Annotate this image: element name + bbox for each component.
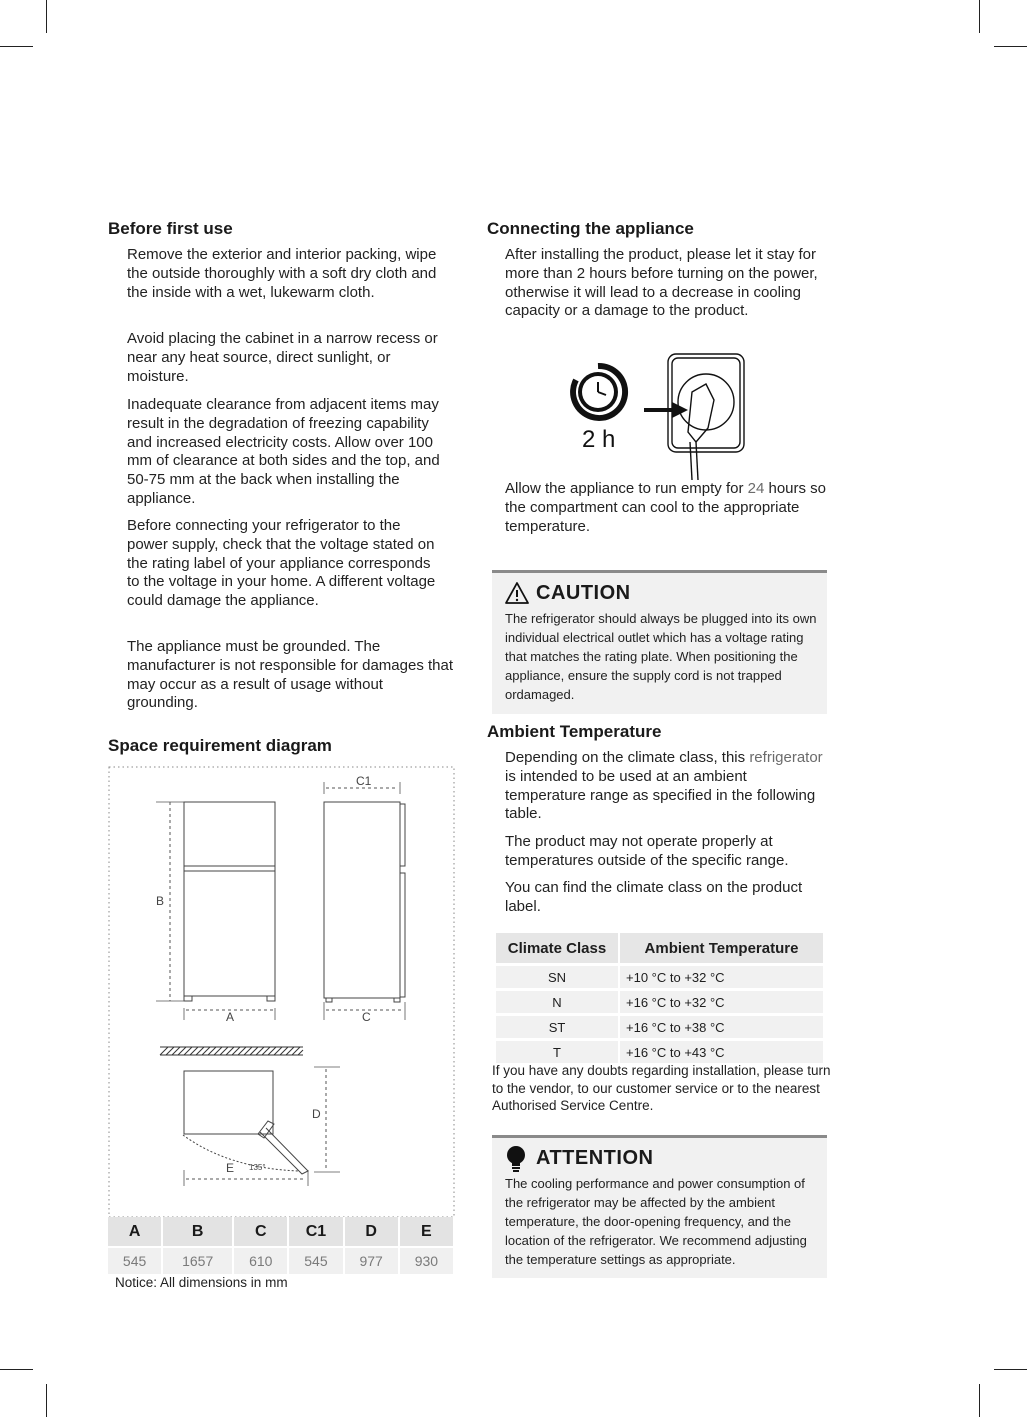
climate-class-cell: SN (496, 966, 618, 988)
attention-title: ATTENTION (536, 1147, 654, 1169)
paragraph: Avoid placing the cabinet in a narrow recess or near any heat source, direct sunlight, or moisture. (127, 330, 438, 385)
power-outlet-icon (668, 354, 744, 480)
installation-doubts-text: If you have any doubts regarding installation, please turn to the vendor, to our customer service or to the nearest Authorised Service Centre. (492, 1063, 831, 1113)
run-empty-hours: 24 (747, 480, 765, 497)
climate-header: Ambient Temperature (620, 933, 823, 963)
ambient-p1-before: Depending on the climate class, this (505, 749, 750, 766)
lightbulb-icon (505, 1146, 527, 1172)
temperature-range-cell: +16 °C to +32 °C (620, 991, 823, 1013)
dim-label-c: C (362, 1010, 371, 1024)
crop-mark (0, 1369, 33, 1370)
dim-header: C1 (289, 1217, 344, 1246)
crop-mark (979, 0, 980, 33)
fridge-front-view (184, 802, 275, 1001)
dim-label-c1: C1 (356, 774, 372, 788)
ambient-p1-after: is intended to be used at an ambient temperature range as specified in the following table. (505, 767, 816, 823)
climate-class-table (494, 930, 825, 1066)
before-first-use-heading: Before first use (108, 219, 233, 238)
ambient-p1-highlight: refrigerator (749, 749, 823, 766)
dim-label-e: E (226, 1161, 235, 1175)
space-requirement-diagram (108, 766, 456, 1218)
door-angle-label: 135° (249, 1163, 266, 1172)
warning-icon (504, 581, 530, 605)
wall-hatch (160, 1047, 303, 1055)
run-empty-text (505, 480, 827, 536)
ambient-paragraph-3: You can find the climate class on the product label. (505, 879, 803, 915)
ambient-heading: Ambient Temperature (487, 722, 662, 741)
dim-value: 930 (400, 1246, 455, 1274)
run-empty-before: Allow the appliance to run empty for (505, 480, 748, 497)
dim-value: 610 (234, 1246, 289, 1274)
dim-header: A (108, 1217, 163, 1246)
climate-class-cell: N (496, 991, 618, 1013)
dim-header: E (400, 1217, 455, 1246)
paragraph: Remove the exterior and interior packing, wipe the outside thoroughly with a soft dry cloth and the inside with a wet, lukewarm cloth. (127, 246, 437, 301)
wait-illustration (568, 352, 748, 482)
wait-label: 2 h (582, 426, 616, 453)
dim-label-d: D (312, 1107, 321, 1121)
dim-value: 977 (345, 1246, 400, 1274)
dim-header: B (163, 1217, 234, 1246)
crop-mark (994, 1369, 1027, 1370)
fridge-side-view (324, 802, 405, 1002)
clock-icon (573, 366, 625, 418)
paragraph: After installing the product, please let it stay for more than 2 hours before turning on the power, otherwise it will lead to a decrease in cooling capacity or a damage to the product. (505, 246, 818, 320)
crop-mark (46, 0, 47, 33)
fridge-top-view (183, 1071, 308, 1174)
paragraph: Before connecting your refrigerator to the power supply, check that the voltage stated on the rating label of your appliance corresponds to the voltage in your home. A different voltage could damage the appliance. (127, 517, 436, 610)
dim-value: 1657 (163, 1246, 234, 1274)
temperature-range-cell: +16 °C to +43 °C (620, 1041, 823, 1063)
paragraph: Inadequate clearance from adjacent items may result in the degradation of freezing capability and increased electricity costs. Allow over 100 mm of clearance at both sides and the top, and 50-75 mm at the back when installing the appliance. (127, 396, 440, 507)
space-diagram-heading: Space requirement diagram (108, 736, 332, 755)
connecting-heading: Connecting the appliance (487, 219, 694, 238)
paragraph: The appliance must be grounded. The manufacturer is not responsible for damages that may occur as a result of usage without grounding. (127, 638, 454, 712)
crop-mark (0, 46, 33, 47)
ambient-paragraph-1 (505, 749, 823, 824)
dim-header: C (234, 1217, 289, 1246)
dim-value: 545 (289, 1246, 344, 1274)
climate-header: Climate Class (496, 933, 618, 963)
caution-text: The refrigerator should always be plugged into its own individual electrical outlet which has a voltage rating that matches the rating plate. When positioning the appliance, ensure the supply cord is not trapped ordamaged. (505, 611, 817, 702)
dimensions-table (108, 1217, 455, 1274)
dim-header: D (345, 1217, 400, 1246)
dimensions-notice: Notice: All dimensions in mm (115, 1275, 288, 1290)
crop-mark (46, 1384, 47, 1417)
climate-class-cell: T (496, 1041, 618, 1063)
run-empty-after: hours so the compartment can cool to the appropriate temperature. (505, 480, 827, 535)
caution-title: CAUTION (536, 582, 631, 604)
ambient-paragraph-2: The product may not operate properly at temperatures outside of the specific range. (505, 833, 789, 869)
dim-label-b: B (156, 894, 165, 908)
attention-text: The cooling performance and power consumption of the refrigerator may be affected by the ambient temperature, the door-opening frequency, and the location of the refrigerator. We recommend adjusting the temperature settings as appropriate. (505, 1176, 807, 1267)
crop-mark (979, 1384, 980, 1417)
climate-class-cell: ST (496, 1016, 618, 1038)
temperature-range-cell: +10 °C to +32 °C (620, 966, 823, 988)
dim-value: 545 (108, 1246, 163, 1274)
temperature-range-cell: +16 °C to +38 °C (620, 1016, 823, 1038)
dim-label-a: A (226, 1010, 235, 1024)
crop-mark (994, 46, 1027, 47)
